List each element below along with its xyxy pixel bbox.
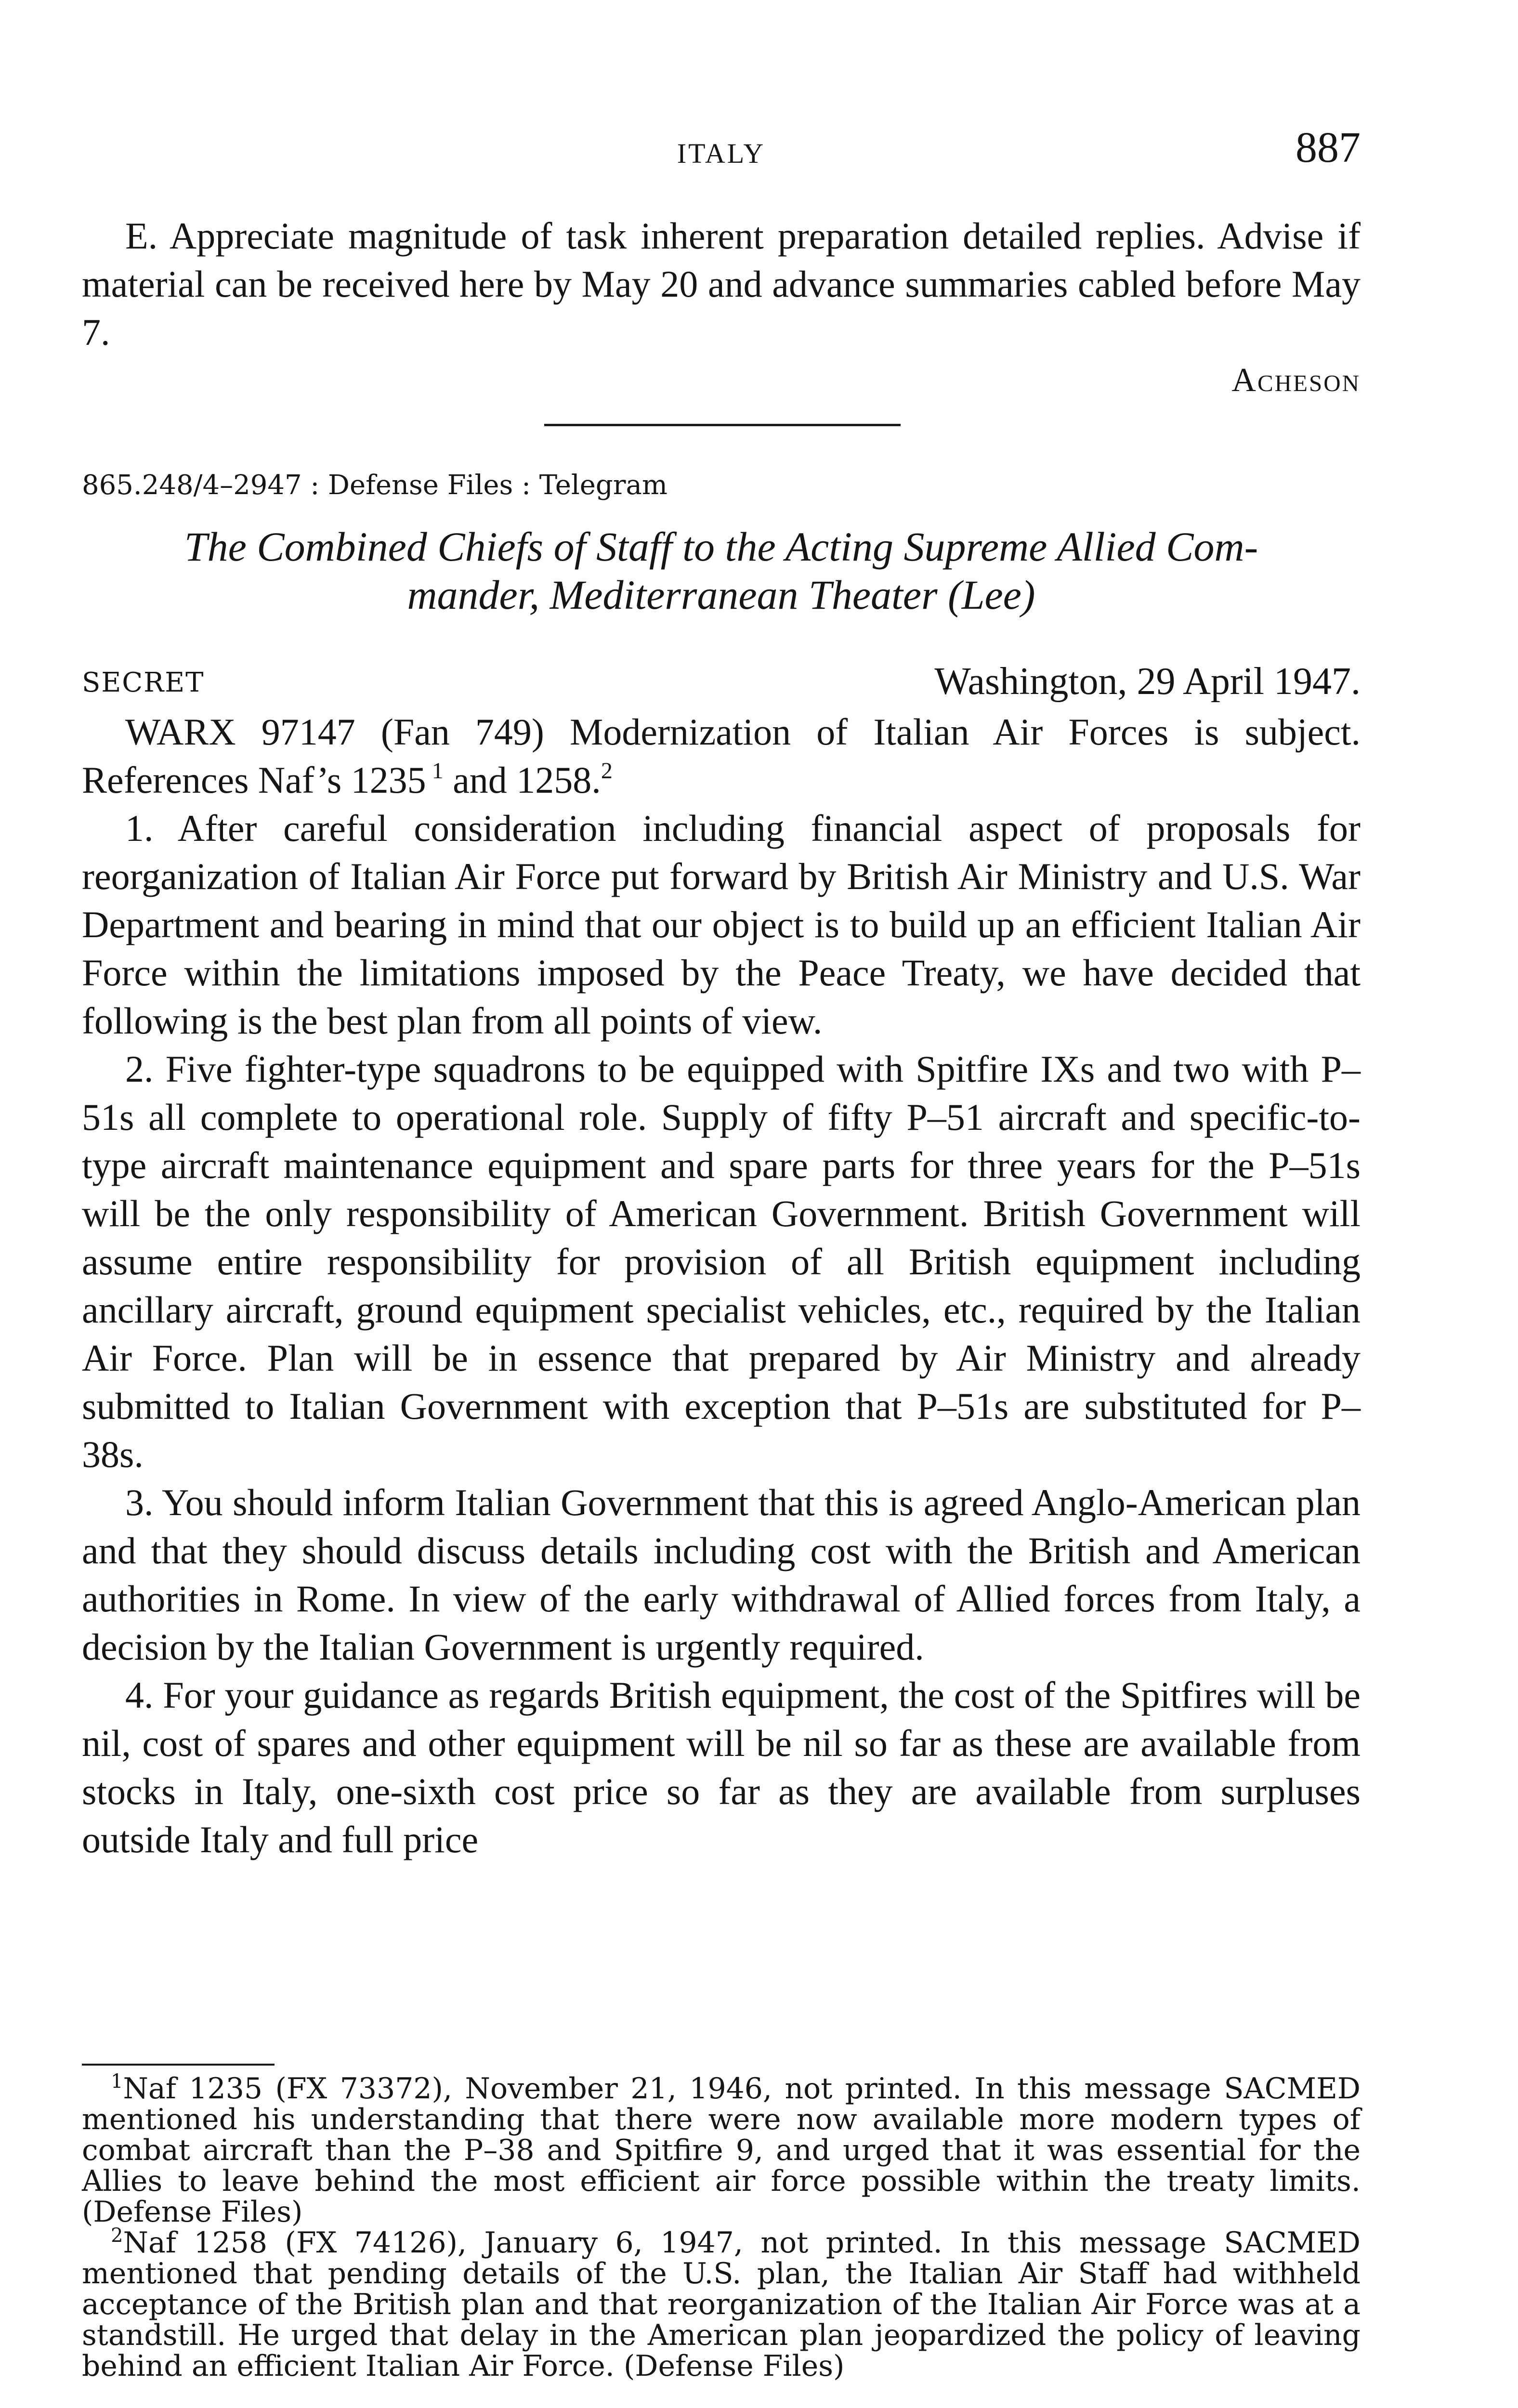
file-reference: 865.248/4–2947 : Defense Files : Telegram: [82, 470, 668, 501]
footnote-mark-1: 1: [111, 2070, 123, 2093]
dateline: Washington, 29 April 1947.: [934, 660, 1361, 703]
heading-line-2: mander, Mediterranean Theater (Lee): [407, 572, 1035, 618]
previous-document-text: [82, 212, 1361, 356]
footnote-mark-2: 2: [111, 2225, 123, 2247]
running-title: ITALY: [677, 138, 766, 169]
classification-label: SECRET: [82, 667, 205, 698]
paragraph-1: 1. After careful consideration including financial aspect of proposals for reorganization of Italian Air Force put forward by British Air Ministry and U.S. War Department and bearing in mind that our object is to build up an efficient Italian Air Force within the limitations imposed by the Peace Treaty, we have decided that following is the best plan from all points of view.: [82, 807, 1361, 1042]
footnote-ref-2[interactable]: 2: [601, 758, 613, 784]
intro-text-continued: and 1258.: [453, 759, 601, 801]
footnote-text-1: Naf 1235 (FX 73372), November 21, 1946, not printed. In this message SACMED mentioned his understanding that there were now available more modern types of combat aircraft than the P–38 and Spitfire 9, and urged that it was essential for the Allies to leave behind the most efficient air force possible within the treaty limits. (Defense Files): [82, 2072, 1361, 2229]
running-header: [82, 123, 1361, 181]
signature: Acheson: [1231, 362, 1361, 399]
footnote-ref-1[interactable]: 1: [432, 758, 444, 784]
paragraph-3: 3. You should inform Italian Government that this is agreed Anglo-American plan and that they should discuss details including cost with the British and American authorities in Rome. In view of the early withdrawal of Allied forces from Italy, a decision by the Italian Government is urgently required.: [82, 1481, 1361, 1668]
section-divider: [544, 424, 901, 426]
page-number: 887: [1296, 124, 1361, 171]
telegram-body: [82, 708, 1361, 1864]
paragraph-4: 4. For your guidance as regards British equipment, the cost of the Spitfires will be nil, cost of spares and other equipment will be nil so far as these are available from stocks in Italy, one-sixth cost price so far as they are available from surpluses outside Italy and full price: [82, 1674, 1361, 1860]
telegram-intro: [82, 708, 1361, 804]
footnote-divider: [82, 2064, 275, 2066]
intro-text: WARX 97147 (Fan 749) Modernization of Italian Air Forces is subject. References Naf’s 1235: [82, 711, 1361, 801]
footnote-1: [82, 2070, 1361, 2229]
footnote-text-2: Naf 1258 (FX 74126), January 6, 1947, not printed. In this message SACMED mentioned that pending details of the U.S. plan, the Italian Air Staff had withheld acceptance of the British plan and that reorganization of the Italian Air Force was at a standstill. He urged that delay in the American plan jeopardized the policy of leaving behind an efficient Italian Air Force. (Defense Files): [82, 2226, 1361, 2383]
document-heading: [82, 523, 1361, 619]
heading-line-1: The Combined Chiefs of Staff to the Acting Supreme Allied Com-: [184, 523, 1258, 570]
paragraph-2: 2. Five fighter-type squadrons to be equipped with Spitfire IXs and two with P–51s all complete to operational role. Supply of fifty P–51 aircraft and specific-to-type aircraft maintenance equipment and spare parts for three years for the P–51s will be the only responsibility of American Government. British Government will assume entire responsibility for provision of all British equipment including ancillary aircraft, ground equipment specialist vehicles, etc., required by the Italian Air Force. Plan will be in essence that prepared by Air Ministry and already submitted to Italian Government with exception that P–51s are substituted for P–38s.: [82, 1048, 1361, 1475]
footnote-2: [82, 2227, 1361, 2382]
footnotes: [82, 2070, 1361, 2383]
paragraph-e: E. Appreciate magnitude of task inherent preparation detailed replies. Advise if material can be received here by May 20 and advance summaries cabled before May 7.: [82, 215, 1361, 353]
